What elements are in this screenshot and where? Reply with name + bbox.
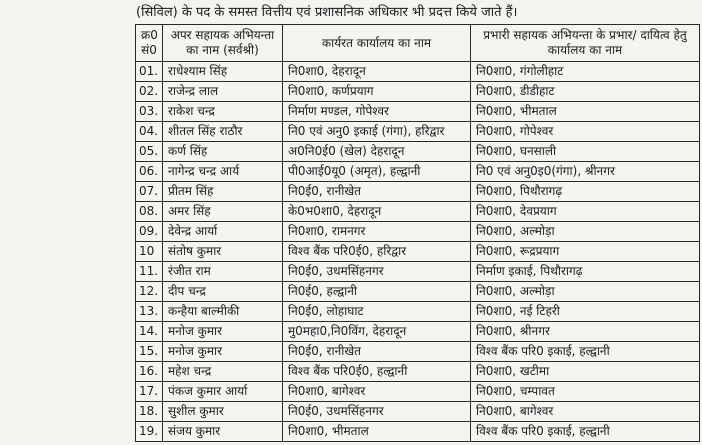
cell-serial: 10 [136,242,163,262]
cell-serial: 08. [136,202,163,222]
cell-name: महेश चन्द्र [163,362,283,382]
table-row [136,82,700,102]
cell-current-office: नि0ई0, रानीखेत [283,182,471,202]
cell-charge-office: नि0शा0, भीमताल [471,102,700,122]
cell-serial: 03. [136,102,163,122]
cell-name: देवेन्द्र आर्या [163,222,283,242]
table-row [136,302,700,322]
cell-charge-office: नि0शा0, अल्मोड़ा [471,222,700,242]
header-serial-no: क्र0 सं0 [136,25,163,62]
cell-current-office: नि0शा0, रामनगर [283,222,471,242]
table-row [136,262,700,282]
cell-charge-office: नि0शा0, पिथौरागढ़ [471,182,700,202]
cell-serial: 12. [136,282,163,302]
cell-charge-office: नि0शा0, नई टिहरी [471,302,700,322]
cell-name: पंकज कुमार आर्या [163,382,283,402]
cell-serial: 16. [136,362,163,382]
cell-serial: 18. [136,402,163,422]
cell-name: दीप चन्द्र [163,282,283,302]
header-current-office: कार्यरत कार्यालय का नाम [283,25,471,62]
cell-name: संतोष कुमार [163,242,283,262]
table-row [136,142,700,162]
cell-charge-office: नि0 एवं अनु0इ0(गंगा), श्रीनगर [471,162,700,182]
cell-name: राधेश्याम सिंह [163,62,283,82]
table-row [136,422,700,442]
cell-charge-office: विश्व बैंक परि0 इकाई, हल्द्वानी [471,422,700,442]
cell-name: कन्हैया बाल्मीकी [163,302,283,322]
table-row [136,202,700,222]
cell-current-office: विश्व बैंक परि0ई0, हरिद्वार [283,242,471,262]
cell-charge-office: नि0शा0, अल्मोड़ा [471,282,700,302]
cell-serial: 19. [136,422,163,442]
cell-charge-office: विश्व बैंक परि0 इकाई, हल्द्वानी [471,342,700,362]
table-row [136,382,700,402]
cell-serial: 02. [136,82,163,102]
cell-serial: 13. [136,302,163,322]
cell-name: राकेश चन्द्र [163,102,283,122]
cell-current-office: मु0महा0,नि0विंग, देहरादून [283,322,471,342]
cell-current-office: नि0ई0, उधमसिंहनगर [283,402,471,422]
cell-name: मनोज कुमार [163,342,283,362]
cell-current-office: विश्व बैंक परि0ई0, हल्द्वानी [283,362,471,382]
cell-name: रंजीत राम [163,262,283,282]
cell-charge-office: नि0शा0, चम्पावत [471,382,700,402]
header-charge-office: प्रभारी सहायक अभियन्ता के प्रभार/ दायित्व हेतु कार्यालय का नाम [471,25,700,62]
cell-current-office: नि0शा0, देहरादून [283,62,471,82]
cell-serial: 11. [136,262,163,282]
cell-current-office: निर्माण मण्डल, गोपेश्वर [283,102,471,122]
table-body [136,62,700,442]
cell-serial: 07. [136,182,163,202]
cell-name: सुशील कुमार [163,402,283,422]
cell-name: अमर सिंह [163,202,283,222]
cell-current-office: के0भ0शा0, देहरादून [283,202,471,222]
cell-current-office: नि0शा0, कर्णप्रयाग [283,82,471,102]
cell-serial: 15. [136,342,163,362]
table-row [136,162,700,182]
cell-current-office: नि0ई0, उधमसिंहनगर [283,262,471,282]
table-header-row [136,25,700,62]
cell-charge-office: नि0शा0, घनसाली [471,142,700,162]
intro-line: (सिविल) के पद के समस्त वित्तीय एवं प्रशासनिक अधिकार भी प्रदत्त किये जाते हैं। [136,5,518,20]
cell-current-office: नि0ई0, हल्द्वानी [283,282,471,302]
table-row [136,362,700,382]
table-row [136,182,700,202]
cell-name: नागेन्द्र चन्द्र आर्य [163,162,283,182]
cell-charge-office: नि0शा0, बागेश्वर [471,402,700,422]
cell-name: मनोज कुमार [163,322,283,342]
table-row [136,222,700,242]
cell-serial: 05. [136,142,163,162]
table-row [136,322,700,342]
cell-current-office: अ0नि0ई0 (खेल) देहरादून [283,142,471,162]
cell-serial: 04. [136,122,163,142]
cell-serial: 06. [136,162,163,182]
table-row [136,282,700,302]
table-row [136,342,700,362]
table-row [136,62,700,82]
cell-current-office: नि0ई0, लोहाघाट [283,302,471,322]
cell-charge-office: नि0शा0, खटीमा [471,362,700,382]
cell-charge-office: नि0शा0, रूद्रप्रयाग [471,242,700,262]
header-engineer-name: अपर सहायक अभियन्ता का नाम (सर्वश्री) [163,25,283,62]
cell-name: प्रीतम सिंह [163,182,283,202]
cell-name: संजय कुमार [163,422,283,442]
cell-charge-office: नि0शा0, श्रीनगर [471,322,700,342]
table-row [136,242,700,262]
cell-serial: 01. [136,62,163,82]
cell-serial: 17. [136,382,163,402]
table-row [136,402,700,422]
cell-current-office: नि0शा0, भीमताल [283,422,471,442]
cell-name: शीतल सिंह राठौर [163,122,283,142]
cell-current-office: पी0आई0यू0 (अमृत), हल्द्वानी [283,162,471,182]
cell-charge-office: निर्माण इकाई, पिथौरागढ़ [471,262,700,282]
cell-current-office: नि0ई0, रानीखेत [283,342,471,362]
cell-current-office: नि0 एवं अनु0 इकाई (गंगा), हरिद्वार [283,122,471,142]
cell-serial: 14. [136,322,163,342]
officer-assignment-table [135,24,700,442]
cell-charge-office: नि0शा0, गोपेश्वर [471,122,700,142]
cell-charge-office: नि0शा0, देवप्रयाग [471,202,700,222]
cell-name: कर्ण सिंह [163,142,283,162]
table-row [136,102,700,122]
table-row [136,122,700,142]
cell-name: राजेन्द्र लाल [163,82,283,102]
cell-charge-office: नि0शा0, गंगोलीहाट [471,62,700,82]
cell-current-office: नि0शा0, बागेश्वर [283,382,471,402]
cell-charge-office: नि0शा0, डीडीहाट [471,82,700,102]
cell-serial: 09. [136,222,163,242]
